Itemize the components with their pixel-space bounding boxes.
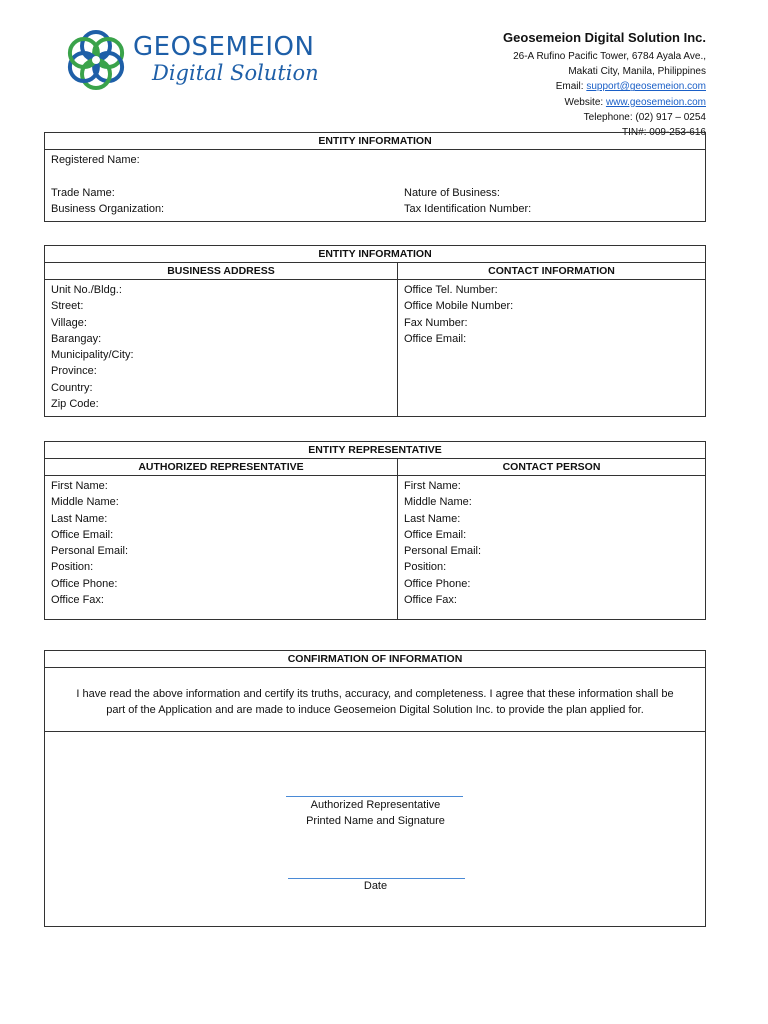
contact-first-name-field[interactable]: First Name: [404,480,461,492]
signature-label-1: Authorized Representative [310,799,441,811]
business-address-header: BUSINESS ADDRESS [45,263,398,280]
website-label: Website: [564,96,604,108]
company-info [503,30,706,140]
email-line [503,79,706,94]
address-line-2: Makati City, Manila, Philippines [568,66,706,78]
contact-middle-name-field[interactable]: Middle Name: [404,496,472,509]
tin-line: TIN#: 009-253-616 [622,127,706,139]
logo-wordmark: GEOSEMEION [133,32,315,62]
fax-number-field[interactable]: Fax Number: [404,316,468,329]
contact-last-name-field[interactable]: Last Name: [404,512,461,525]
section-title: CONFIRMATION OF INFORMATION [45,651,706,668]
email-label: Email: [555,81,584,93]
rep-position-field[interactable]: Position: [51,561,94,574]
rep-middle-name-field[interactable]: Middle Name: [51,496,119,509]
rep-office-phone-field[interactable]: Office Phone: [51,577,118,590]
telephone-line: Telephone: (02) 917 – 0254 [583,111,706,123]
entity-representative-table [44,441,706,620]
section-title: ENTITY INFORMATION [45,246,706,263]
date-label: Date [363,880,388,892]
contact-office-fax-field[interactable]: Office Fax: [404,594,457,607]
contact-position-field[interactable]: Position: [404,561,447,574]
flower-logo-icon [64,28,128,92]
signature-area [45,732,705,926]
certification-statement: I have read the above information and certify its truths, accuracy, and completeness. I agree that these information shall be part of the Application and are made to induce Geosemeion Digital Solution Inc. to provide the plan applied for. [76,688,674,716]
office-tel-number-field[interactable]: Office Tel. Number: [404,284,498,296]
registered-name-field[interactable]: Registered Name: [51,154,140,166]
entity-information-table [44,132,706,222]
contact-office-phone-field[interactable]: Office Phone: [404,577,471,590]
rep-office-fax-field[interactable]: Office Fax: [51,594,104,607]
contact-information-header: CONTACT INFORMATION [398,263,706,280]
website-line [503,95,706,110]
address-contact-table [44,245,706,417]
authorized-representative-header: AUTHORIZED REPRESENTATIVE [45,459,398,476]
company-logo [64,28,324,96]
website-link[interactable]: www.geosemeion.com [605,96,706,108]
signature-label-2: Printed Name and Signature [306,815,445,827]
nature-of-business-field[interactable]: Nature of Business: [404,186,500,199]
confirmation-table [44,650,706,927]
zip-code-field[interactable]: Zip Code: [51,398,99,411]
municipality-city-field[interactable]: Municipality/City: [51,349,134,362]
business-organization-field[interactable]: Business Organization: [51,202,165,215]
contact-person-header: CONTACT PERSON [398,459,706,476]
address-line-1: 26-A Rufino Pacific Tower, 6784 Ayala Ave., [513,51,706,62]
barangay-field[interactable]: Barangay: [51,332,102,345]
section-title: ENTITY REPRESENTATIVE [45,442,706,459]
village-field[interactable]: Village: [51,316,87,329]
contact-office-email-field[interactable]: Office Email: [404,528,467,541]
trade-name-field[interactable]: Trade Name: [51,186,115,199]
province-field[interactable]: Province: [51,365,97,378]
contact-personal-email-field[interactable]: Personal Email: [404,545,482,558]
tax-id-number-field[interactable]: Tax Identification Number: [404,202,532,215]
rep-personal-email-field[interactable]: Personal Email: [51,545,129,558]
company-name: Geosemeion Digital Solution Inc. [503,30,706,45]
rep-office-email-field[interactable]: Office Email: [51,528,114,541]
office-mobile-number-field[interactable]: Office Mobile Number: [404,300,514,313]
street-field[interactable]: Street: [51,300,84,313]
country-field[interactable]: Country: [51,381,93,394]
unit-bldg-field[interactable]: Unit No./Bldg.: [51,284,122,296]
rep-last-name-field[interactable]: Last Name: [51,512,108,525]
office-email-field[interactable]: Office Email: [404,332,467,345]
email-link[interactable]: support@geosemeion.com [586,81,706,93]
logo-tagline: Digital Solution [152,61,319,85]
section-title: ENTITY INFORMATION [45,133,706,150]
rep-first-name-field[interactable]: First Name: [51,480,108,492]
